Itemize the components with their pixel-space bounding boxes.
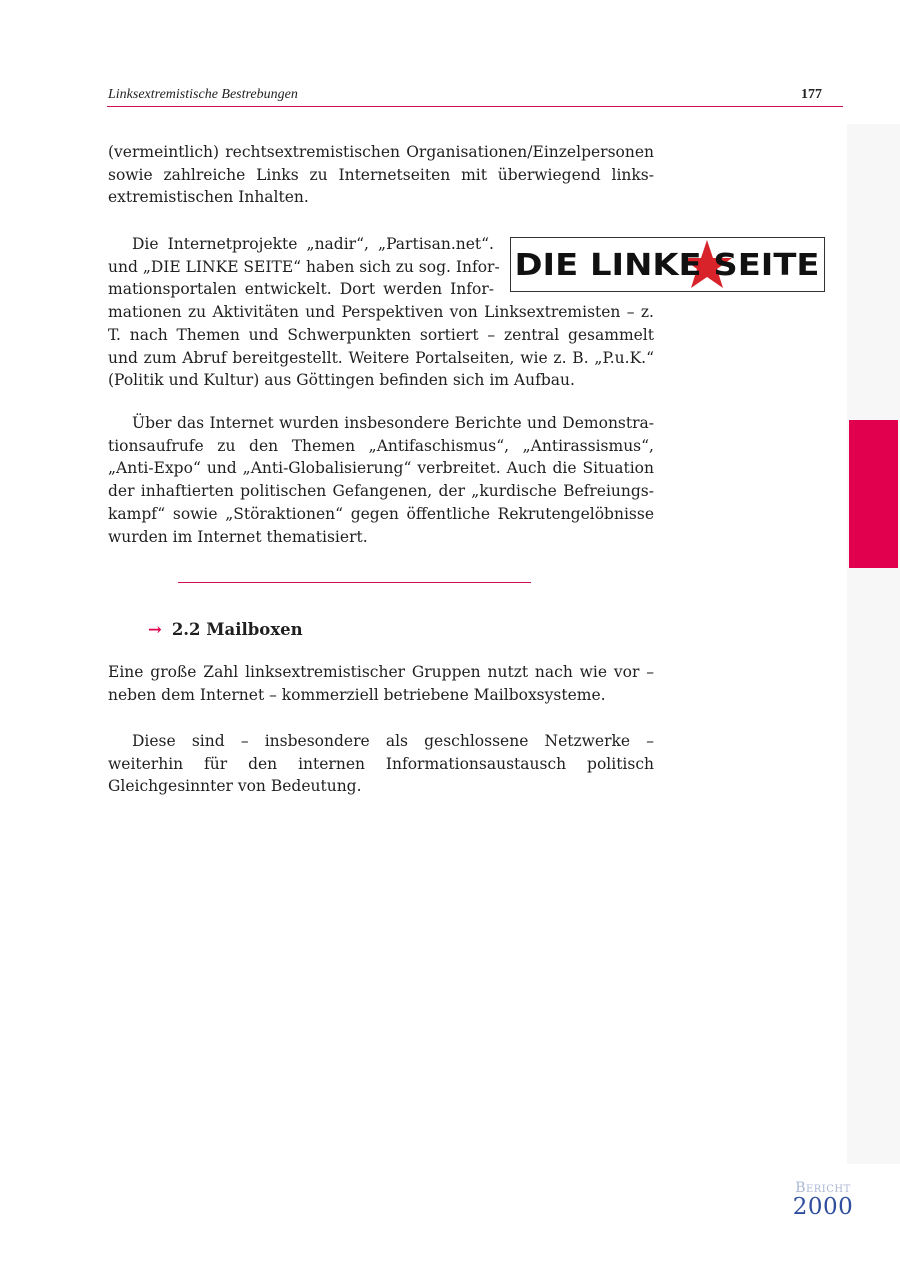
page-number: 177 (801, 87, 822, 102)
bericht-2000-brand (788, 1180, 858, 1218)
paragraph-mailbox-importance: Diese sind – insbesondere als geschlossene Netzwerke – weiterhin für den internen Informationsaustausch politisch Gleichgesinnter von Bedeutung. (108, 732, 654, 796)
brand-year: 2000 (792, 1194, 854, 1220)
section-title: 2.2 Mailboxen (171, 620, 303, 639)
paragraph-mailbox-usage: Eine große Zahl linksextremistischer Gruppen nutzt nach wie vor – neben dem Internet – kommerziell betriebene Mailboxsysteme. (108, 663, 654, 704)
paragraph-portals-line-1: Die Internetprojekte „nadir“, „Partisan.net“. (132, 235, 494, 253)
arrow-right-icon: → (148, 620, 162, 639)
header-divider (107, 106, 843, 107)
chapter-marker-tab (849, 420, 898, 568)
paragraph-portals-line-2: und „DIE LINKE SEITE“ haben sich zu sog. Infor- (108, 257, 500, 276)
paragraph-portals-rest: mationen zu Aktivitäten und Perspektiven von Linksextremisten – z. T. nach Themen und Schwerpunkten sortiert – zentral gesammelt und zum Abruf bereitgestellt. Weitere Portalseiten, wie z. B. „P.u.K.“ (Politik und Kultur) aus Göttingen befinden sich im Aufbau. (108, 303, 654, 390)
side-margin-strip (847, 124, 900, 1164)
logo-wordmark: DIE LINKE SEITE (514, 248, 820, 283)
page-header-title: Linksextremistische Bestrebungen (108, 87, 298, 102)
paragraph-portals-line-3: mationsportalen entwickelt. Dort werden Infor- (108, 280, 494, 299)
section-heading-mailboxen (148, 620, 303, 639)
paragraph-internet-topics: Über das Internet wurden insbesondere Berichte und Demonstra-tionsaufrufe zu den Themen „Antifaschismus“, „Antirassismus“, „Anti-Expo“ und „Anti-Globalisierung“ verbreitet. Auch die Situation der inhaftierten politischen Gefangenen, der „kurdische Befreiungs-kampf“ sowie „Störaktionen“ gegen öffentliche Rekrutengelöbnisse wurden im Internet thematisiert. (108, 414, 654, 546)
brand-label: Bericht (795, 1180, 851, 1196)
paragraph-links-continuation: (vermeintlich) rechtsextremistischen Organisationen/Einzelpersonen sowie zahlreiche Links zu Internetseiten mit überwiegend links-extremistischen Inhalten. (108, 143, 654, 207)
section-divider (178, 582, 531, 583)
die-linke-seite-logo (510, 237, 825, 292)
